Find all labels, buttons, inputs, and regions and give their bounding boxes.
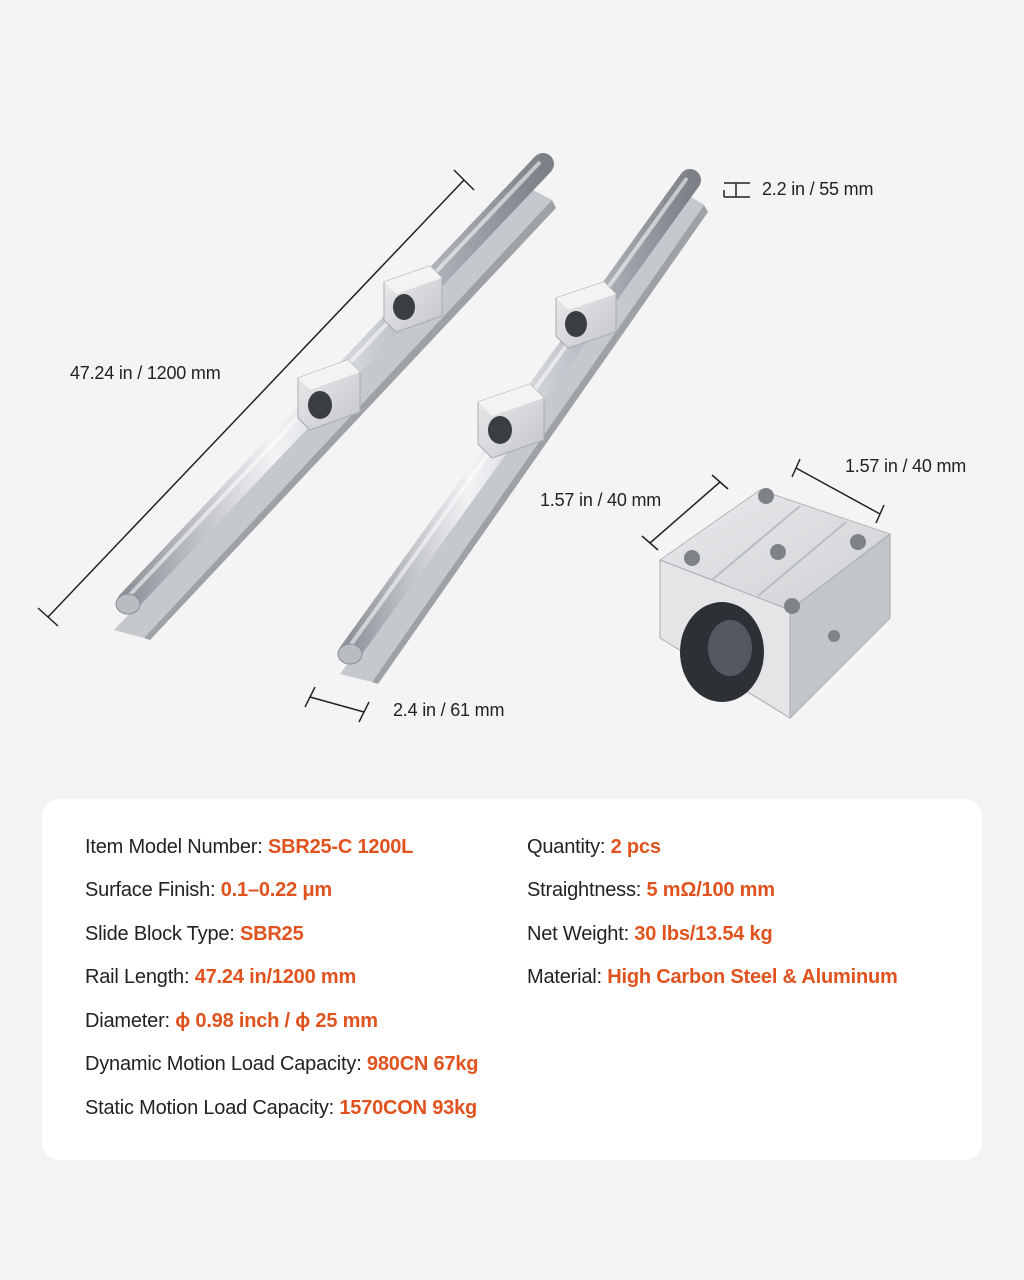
spec-value: 0.1–0.22 μm bbox=[220, 879, 332, 901]
spec-net-weight bbox=[527, 923, 772, 946]
block-length-label: 1.57 in / 40 mm bbox=[540, 490, 662, 510]
spec-value: 47.24 in/1200 mm bbox=[194, 966, 357, 988]
spec-label: Quantity: bbox=[527, 836, 611, 858]
spec-value: 2 pcs bbox=[610, 836, 661, 858]
spec-label: Surface Finish: bbox=[85, 879, 221, 901]
spec-label: Item Model Number: bbox=[85, 836, 268, 858]
spec-value: SBR25 bbox=[240, 923, 304, 945]
spec-label: Straightness: bbox=[527, 879, 647, 901]
spec-label: Net Weight: bbox=[527, 923, 635, 945]
spec-quantity bbox=[527, 836, 661, 859]
rail-height-label: 2.2 in / 55 mm bbox=[762, 179, 874, 199]
rail-base-width-label: 2.4 in / 61 mm bbox=[393, 700, 505, 720]
spec-static-load bbox=[85, 1097, 477, 1120]
spec-value: 30 lbs/13.54 kg bbox=[634, 923, 773, 945]
spec-value: 980CN 67kg bbox=[366, 1053, 479, 1075]
spec-card bbox=[42, 799, 982, 1160]
spec-dynamic-load bbox=[85, 1053, 478, 1076]
spec-surface-finish bbox=[85, 879, 332, 902]
spec-value: SBR25-C 1200L bbox=[267, 836, 414, 858]
spec-value: 1570CON 93kg bbox=[339, 1097, 478, 1119]
block-width-label: 1.57 in / 40 mm bbox=[845, 456, 967, 476]
spec-diameter bbox=[85, 1010, 378, 1033]
spec-label: Static Motion Load Capacity: bbox=[85, 1097, 340, 1119]
spec-label: Diameter: bbox=[85, 1010, 176, 1032]
spec-value: ϕ 0.98 inch / ϕ 25 mm bbox=[175, 1010, 378, 1032]
spec-rail-length bbox=[85, 966, 356, 989]
spec-label: Dynamic Motion Load Capacity: bbox=[85, 1053, 367, 1075]
slide-block-closeup bbox=[660, 488, 890, 718]
spec-slide-block-type bbox=[85, 923, 304, 946]
spec-model-number bbox=[85, 836, 413, 859]
spec-label: Slide Block Type: bbox=[85, 923, 241, 945]
spec-label: Rail Length: bbox=[85, 966, 195, 988]
spec-value: High Carbon Steel & Aluminum bbox=[607, 966, 898, 988]
spec-label: Material: bbox=[527, 966, 608, 988]
spec-straightness bbox=[527, 879, 775, 902]
spec-value: 5 mΩ/100 mm bbox=[646, 879, 775, 901]
rail-length-label: 47.24 in / 1200 mm bbox=[70, 363, 221, 383]
spec-material bbox=[527, 966, 898, 989]
